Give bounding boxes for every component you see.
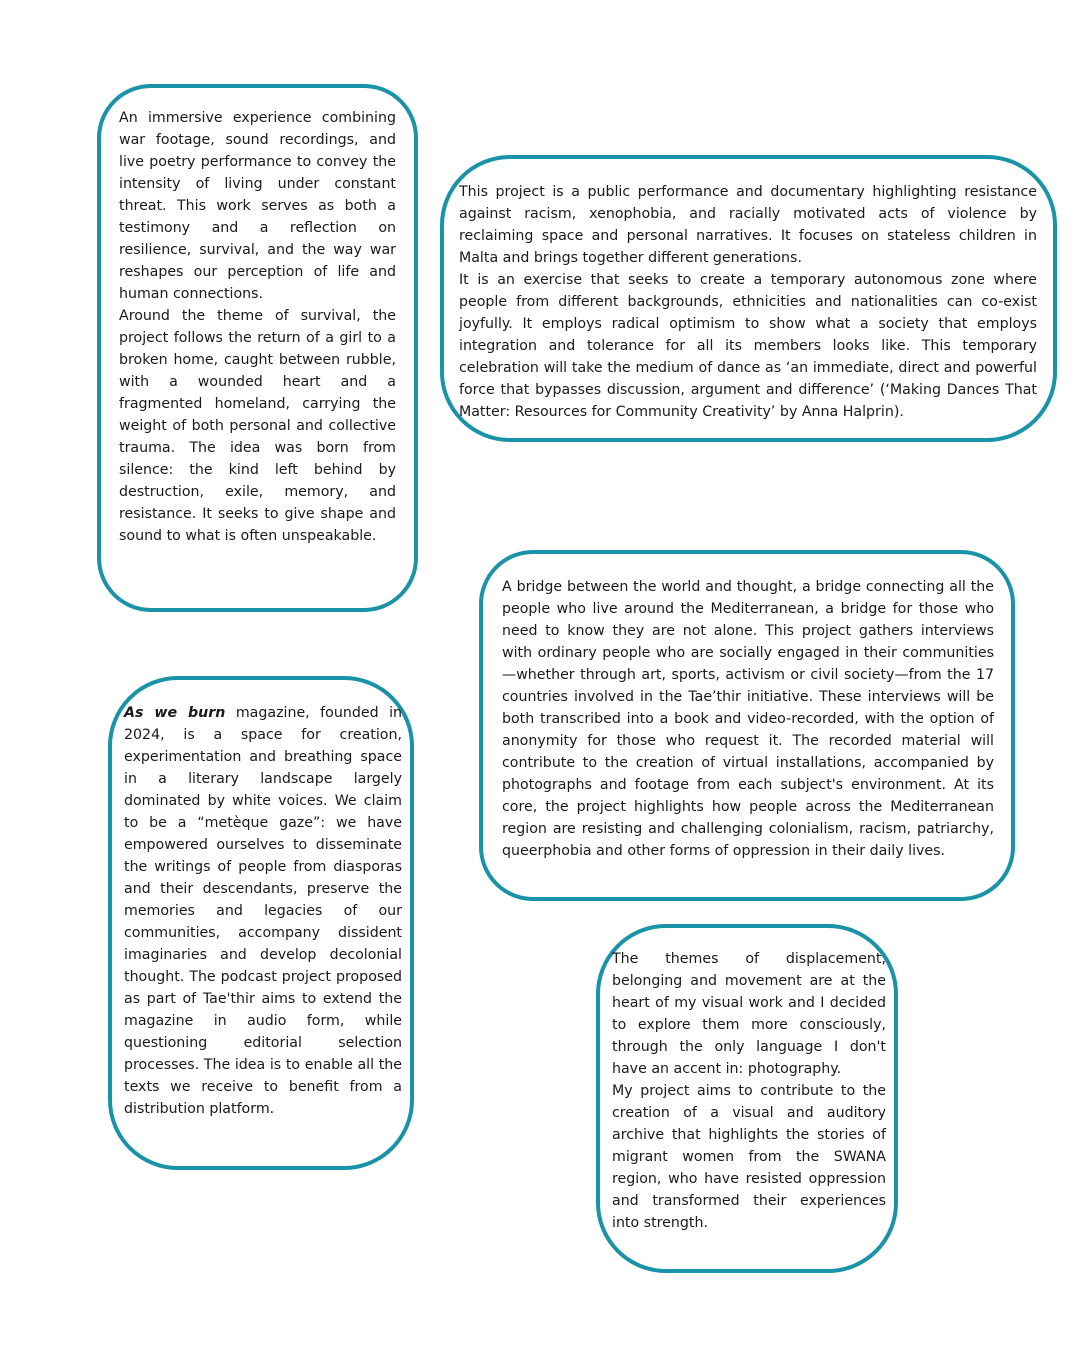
- paragraph: This project is a public performance and documentary highlighting resistance against racism, xenophobia, and racially motivated acts of violence by reclaiming space and personal narratives. It focuses on stateless children in Malta and brings together different generations.: [459, 184, 1037, 266]
- text-block-as-we-burn: [124, 702, 402, 1120]
- paragraph-text: magazine, founded in 2024, is a space for creation, experimentation and breathing space in a literary landscape largely dominated by white voices. We claim to be a “metèque gaze”: we have empowered ourselves to disseminate the writings of people from diasporas and their descendants, preserve the memories and legacies of our communities, accompany dissident imaginaries and develop decolonial thought. The podcast project proposed as part of Tae'thir aims to extend the magazine in audio form, while questioning editorial selection processes. The idea is to enable all the texts we receive to benefit from a distribution platform.: [124, 705, 402, 1117]
- text-block-photography: [612, 948, 886, 1234]
- text-block-mediterranean-bridge: [502, 576, 994, 862]
- paragraph: My project aims to contribute to the creation of a visual and auditory archive that highlights the stories of migrant women from the SWANA region, who have resisted oppression and transformed their experiences into strength.: [612, 1083, 886, 1231]
- paragraph: A bridge between the world and thought, a bridge connecting all the people who live around the Mediterranean, a bridge for those who need to know they are not alone. This project gathers interviews with ordinary people who are socially engaged in their communities—whether through art, sports, activism or civil society—from the 17 countries involved in the Tae’thir initiative. These interviews will be both transcribed into a book and video-recorded, with the option of anonymity for those who request it. The recorded material will contribute to the creation of virtual installations, accompanied by photographs and footage from each subject's environment. At its core, the project highlights how people across the Mediterranean region are resisting and challenging colonialism, racism, patriarchy, queerphobia and other forms of oppression in their daily lives.: [502, 579, 994, 859]
- paragraph: [124, 702, 402, 1120]
- paragraph: An immersive experience combining war footage, sound recordings, and live poetry performance to convey the intensity of living under constant threat. This work serves as both a testimony and a reflection on resilience, survival, and the way war reshapes our perception of life and human connections.: [119, 110, 396, 302]
- text-block-malta-performance: [459, 181, 1037, 423]
- magazine-title: As we burn: [124, 705, 226, 721]
- paragraph: Around the theme of survival, the project follows the return of a girl to a broken home, caught between rubble, with a wounded heart and a fragmented homeland, carrying the weight of both personal and collective trauma. The idea was born from silence: the kind left behind by destruction, exile, memory, and resistance. It seeks to give shape and sound to what is often unspeakable.: [119, 308, 396, 544]
- paragraph: It is an exercise that seeks to create a temporary autonomous zone where people from different backgrounds, ethnicities and nationalities can co-exist joyfully. It employs radical optimism to show what a society that employs integration and tolerance for all its members looks like. This temporary celebration will take the medium of dance as ‘an immediate, direct and powerful force that bypasses discussion, argument and difference’ (‘Making Dances That Matter: Resources for Community Creativity’ by Anna Halprin).: [459, 272, 1037, 420]
- text-block-war-experience: [119, 107, 396, 547]
- paragraph: The themes of displacement, belonging and movement are at the heart of my visual work and I decided to explore them more consciously, through the only language I don't have an accent in: photography.: [612, 951, 886, 1077]
